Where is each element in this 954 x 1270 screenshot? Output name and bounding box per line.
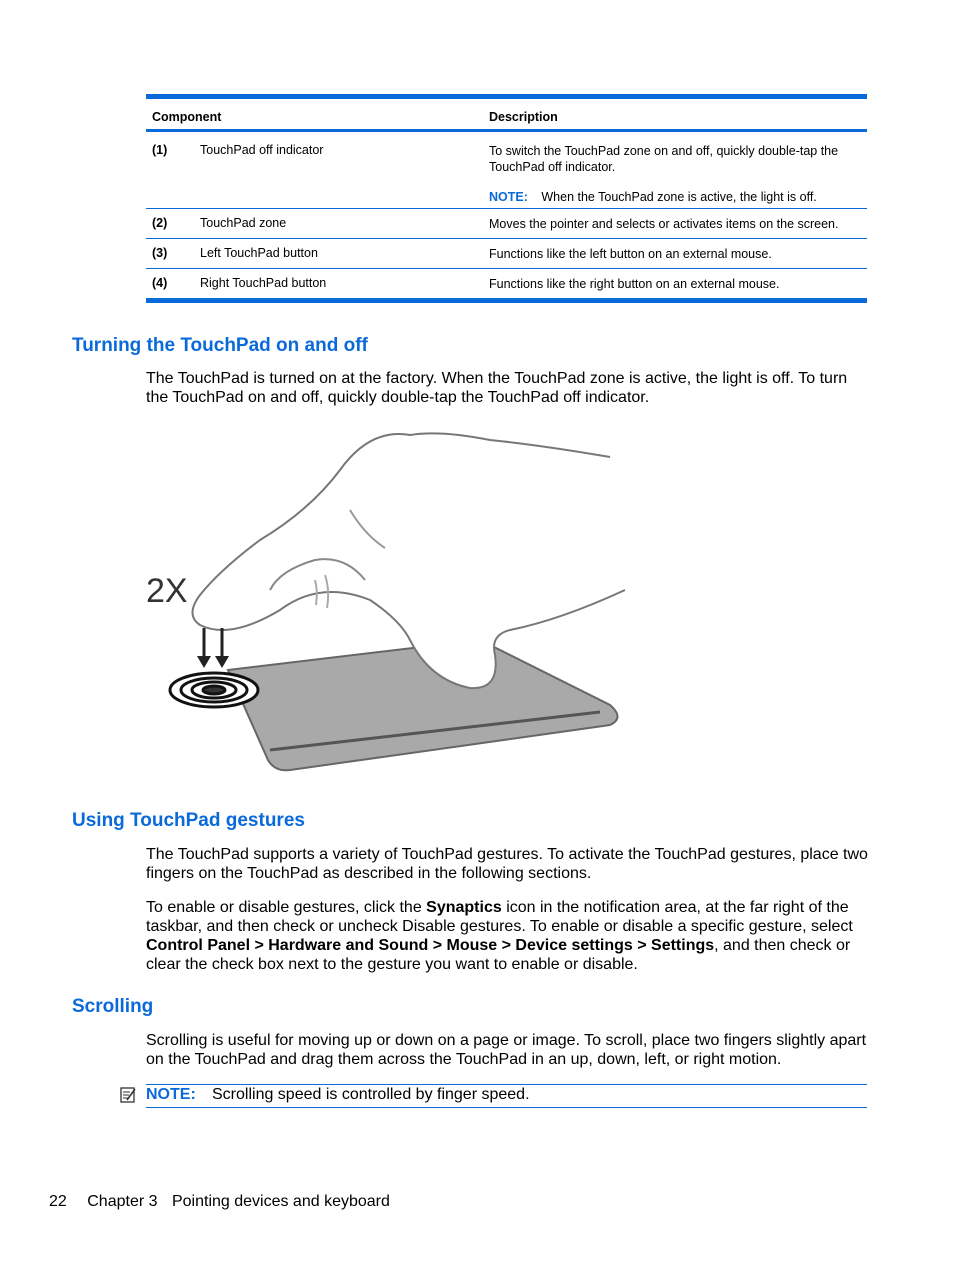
note-text: When the TouchPad zone is active, the light is off.: [541, 190, 817, 204]
chapter-label: Chapter 3: [87, 1193, 158, 1210]
section-body-gestures-enable: [146, 898, 870, 974]
header-component: Component: [152, 110, 222, 124]
row-number: (1): [152, 143, 168, 157]
row-component: Right TouchPad button: [200, 276, 327, 290]
row-number: (4): [152, 276, 168, 290]
double-tap-label: 2X: [146, 572, 188, 610]
table-row: [146, 209, 867, 239]
header-description: Description: [489, 110, 558, 124]
row-component: Left TouchPad button: [200, 246, 318, 260]
page-footer: [49, 1193, 390, 1211]
row-description: To switch the TouchPad zone on and off, quickly double-tap the TouchPad off indicator.: [489, 144, 839, 174]
row-number: (3): [152, 246, 168, 260]
row-number: (2): [152, 216, 168, 230]
row-component: TouchPad zone: [200, 216, 287, 230]
table-row: [146, 132, 867, 209]
section-body-scrolling: Scrolling is useful for moving up or down on a page or image. To scroll, place two fingers slightly apart on the TouchPad and drag them across the TouchPad in an up, down, left, or right motion.: [146, 1032, 867, 1068]
note-text: Scrolling speed is controlled by finger speed.: [212, 1086, 530, 1103]
tap-arrows-icon: [197, 628, 229, 668]
text-run: To enable or disable gestures, click the: [146, 899, 427, 916]
component-table: [146, 94, 867, 303]
section-heading-turning-touchpad: Turning the TouchPad on and off: [72, 335, 368, 356]
row-description: Moves the pointer and selects or activates items on the screen.: [489, 217, 839, 231]
section-body-turning-touchpad: The TouchPad is turned on at the factory. When the TouchPad zone is active, the light is off. To turn the TouchPad on and off, quickly double-tap the TouchPad off indicator.: [146, 370, 848, 406]
table-row: [146, 239, 867, 269]
note-label: NOTE:: [489, 190, 528, 204]
row-description: Functions like the right button on an external mouse.: [489, 277, 780, 291]
table-header: [146, 99, 867, 132]
page-number: 22: [49, 1193, 67, 1210]
section-heading-gestures: Using TouchPad gestures: [72, 810, 305, 831]
section-heading-scrolling: Scrolling: [72, 996, 154, 1017]
touchpad-off-indicator-icon: [170, 673, 258, 707]
section-body-gestures: The TouchPad supports a variety of TouchPad gestures. To activate the TouchPad gestures, place two fingers on the TouchPad as described in the following sections.: [146, 846, 868, 882]
touchpad-double-tap-illustration: [140, 430, 630, 780]
table-row: [146, 269, 867, 298]
text-run: , and then check or clear the check box next to the gesture you want to enable or disable.: [146, 937, 851, 973]
note-icon: [119, 1086, 137, 1104]
chapter-title: Pointing devices and keyboard: [171, 1193, 390, 1210]
row-component: TouchPad off indicator: [200, 143, 324, 157]
row-note: [489, 190, 817, 204]
text-run: icon in the notification area, at the far right of the taskbar, and then check or uncheck Disable gestures. To enable or disable a specific gesture, select: [146, 899, 853, 935]
synaptics-bold: Synaptics: [426, 899, 502, 916]
scrolling-note: [146, 1084, 867, 1108]
settings-path-bold: Control Panel > Hardware and Sound > Mouse > Device settings > Settings: [146, 937, 715, 954]
note-label: NOTE:: [146, 1086, 196, 1103]
row-description: Functions like the left button on an external mouse.: [489, 247, 772, 261]
